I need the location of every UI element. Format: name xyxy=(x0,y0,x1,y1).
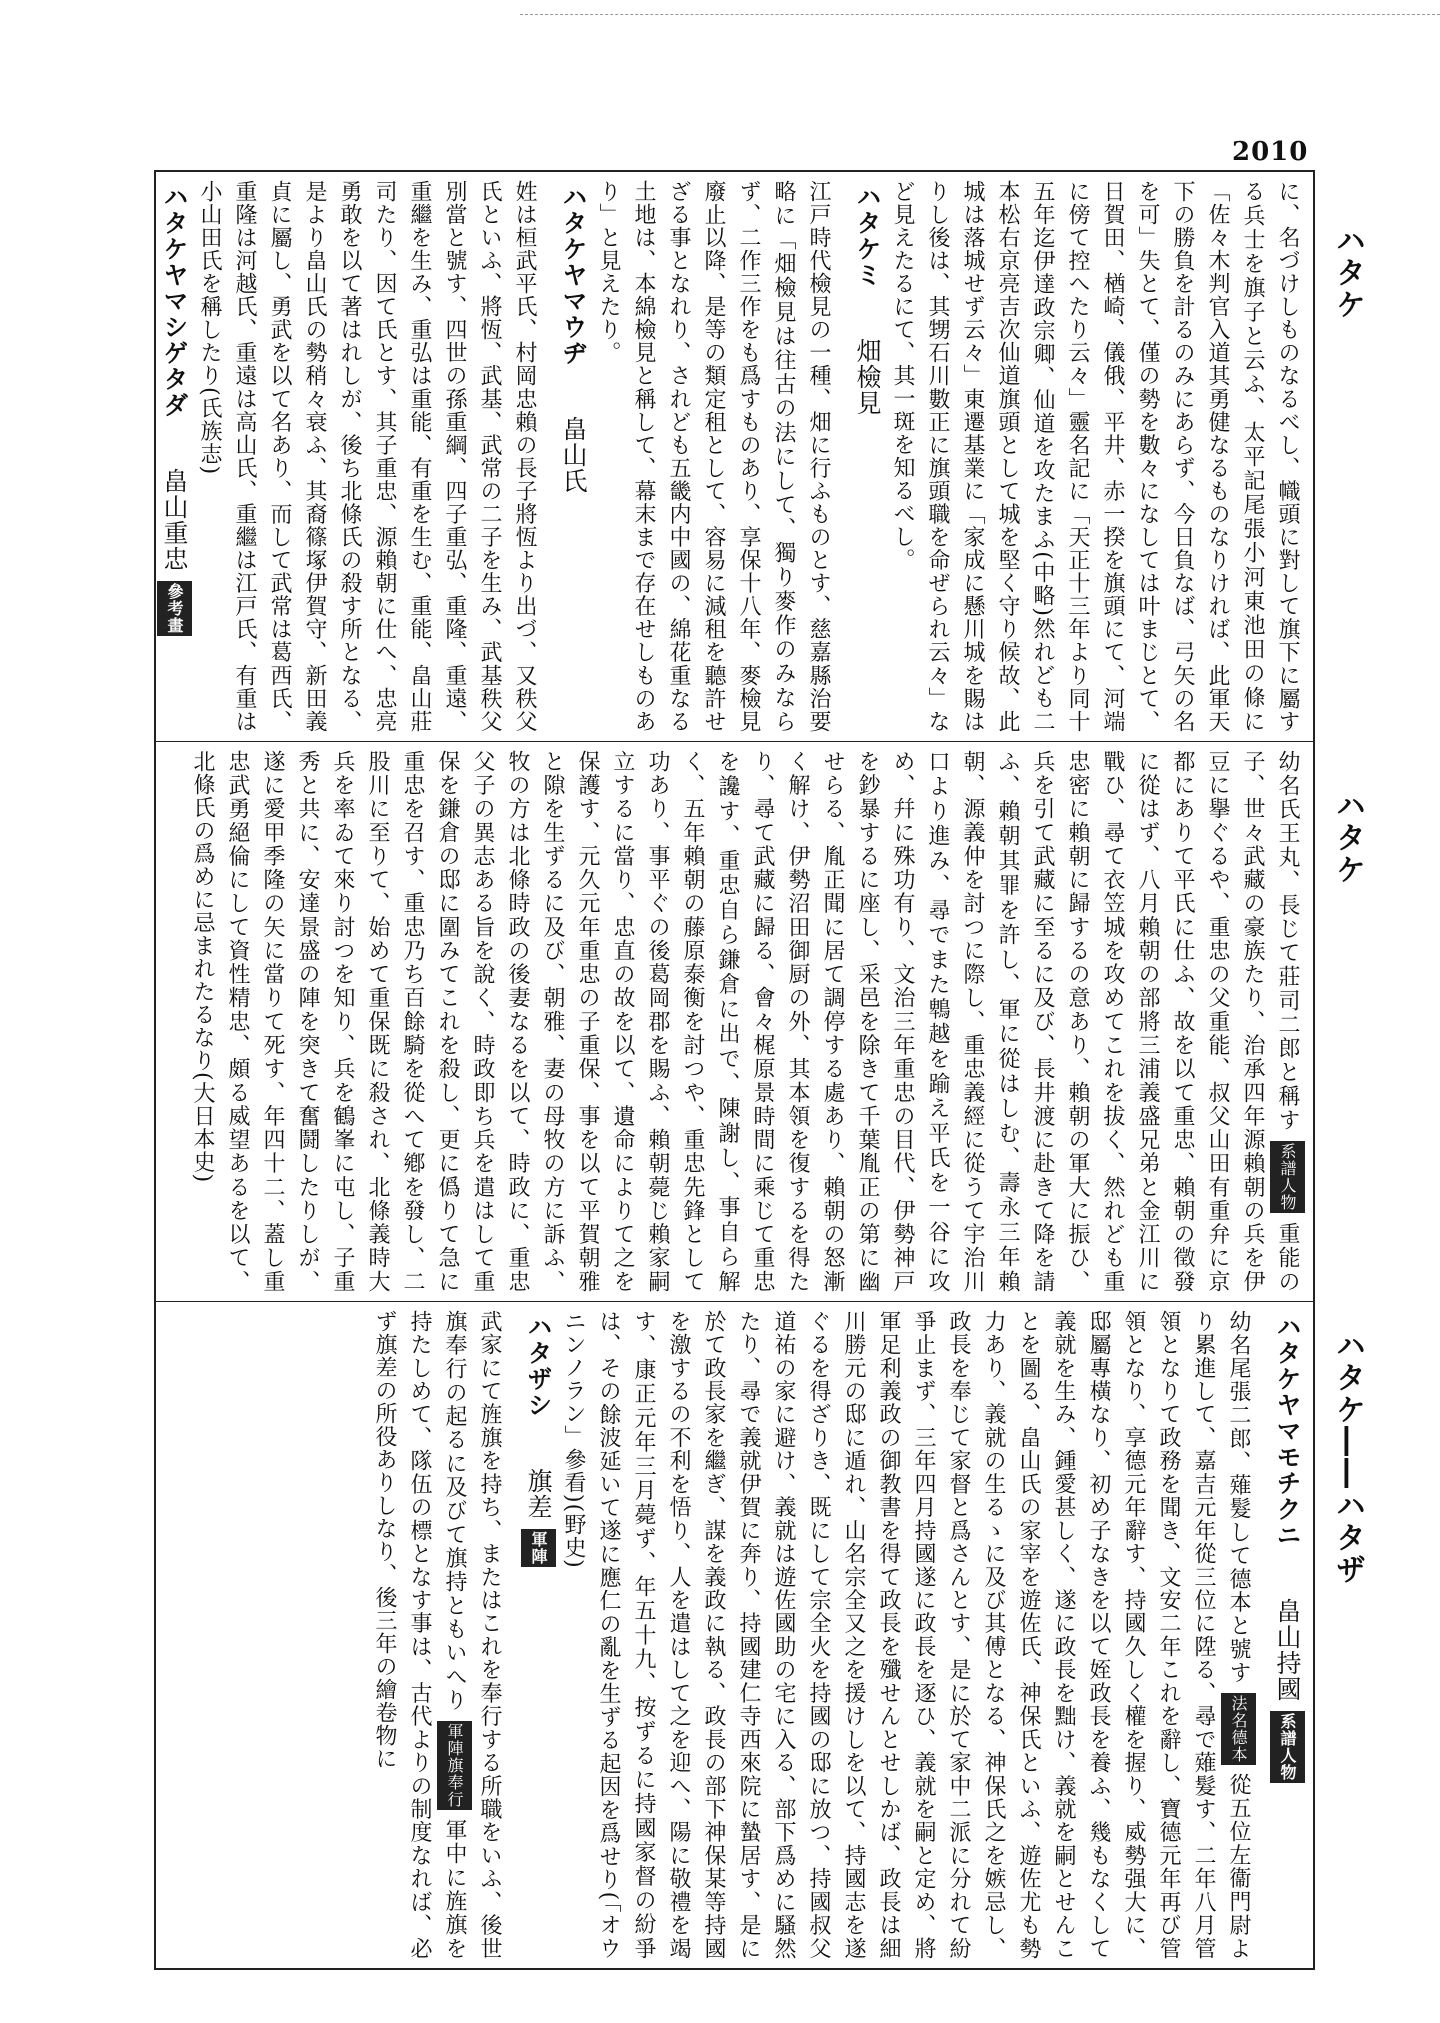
text-run: 幼名尾張二郎、薙髮して德本と號す xyxy=(1226,1310,1251,1685)
paragraph xyxy=(556,1310,1256,1960)
inline-tag: 法名德本 xyxy=(1221,1693,1256,1765)
tier-divider xyxy=(156,741,1313,742)
tier-upper xyxy=(160,180,1305,734)
paragraph: に、名づけしものなるべし、幟頭に對して旗下に屬する兵士を旗子と云ふ、太平記尾張小河東池田の條に「佐々木判官入道其勇健なるものなりければ、此軍天下の勝負を計るのみにあらず、今日負なば、弓矢の名を可」失とて、僅の勢を數々になしては叶まじとて、日賀田、楢崎、儀俄、平井、赤一揆を旗頭にて、河端に傍て控へたり云々」靈名記に「天正十三年より同十五年迄伊達政宗卿、仙道を攻たまふ(中略)然れども二本松右京亮吉次仙道旗頭として城を堅く守り候故、此城は落城せず云々」東遷基業に「家成に懸川城を賜はりし後は、其甥石川數正に旗頭職を命ぜられ云々」など見えたるにて、其一斑を知るべし。 xyxy=(890,180,1300,733)
entry-kana: ハタケヤマシゲタダ xyxy=(160,184,189,418)
entry-kanji: 畠山重忠 xyxy=(160,467,189,572)
entry-kanji: 畠山持國 xyxy=(1273,1597,1302,1702)
text-run: 重能の子、世々武藏の豪族たり、治承四年源賴朝の兵を伊豆に擧ぐるや、重忠の父重能、叔父山田有重弁に京都にありて平氏に仕ふ、故を以て重忠、賴朝の徵發に從はず、八月賴朝の部將三浦義盛兄弟と金江川に戰ひ、尋て衣笠城を攻めてこれを拔く、然れども重忠密に賴朝に歸するの意あり、賴朝の軍大に振ひ、兵を引て武藏に至るに及び、長井渡に赴きて降を請ふ、賴朝其罪を許し、軍に從はしむ、壽永三年賴朝、源義仲を討つに際し、重忠義經に從うて宇治川口より進み、尋でまた鵯越を踰え平氏を一谷に攻め、幷に殊功有り、文治三年重忠の目代、伊勢神戸を鈔暴するに座し、采邑を除きて千葉胤正の第に幽せらる、胤正聞に居て調停する處あり、賴朝の怒漸く解け、伊勢沼田御厨の外、其本領を復するを得たり、尋て武藏に歸る、會々梶原景時間に乘じて重忠を讒す、重忠自ら鎌倉に出で、陳謝し、事自ら解く、五年賴朝の藤原泰衡を討つや、重忠先鋒として功あり、事平ぐの後葛岡郡を賜ふ、賴朝薨じ賴家嗣立するに當り、忠直の故を以て、遺命によりて之を保護す、元久元年重忠の子重保、事を以て平賀朝雅と隙を生ずるに及び、朝雅、妻の母牧の方に訴ふ、牧の方は北條時政の後妻なるを以て、時政に、重忠父子の異志ある旨を說く、時政即ち兵を遣はして重保を鎌倉の邸に圍みてこれを殺し、更に僞りて急に重忠を召す、重忠乃ち百餘騎を從へて鄕を發し、二股川に至りて、始めて重保既に殺され、北條義時大兵を率ゐて來り討つを知り、兵を鶴峯に屯し、子重秀と共に、安達景盛の陣を突きて奮鬪したりしが、遂に愛甲季隆の矢に當りて死す、年四十二、蓋し重忠武勇絕倫にして資性精忠、頗る威望あるを以て、北條氏の爲めに忌まれたるなり(大日本史) xyxy=(190,750,1300,1294)
tier-lower xyxy=(166,1310,1305,1960)
tier-divider xyxy=(156,1301,1313,1302)
guide-word-top: ハタケ xyxy=(1330,225,1365,321)
entry-kanji: 畑檢見 xyxy=(853,337,882,416)
entry-kana: ハタケヤマウヂ xyxy=(559,184,588,366)
top-rule xyxy=(520,14,1440,15)
guide-word-bottom: ハタケ――ハタザ xyxy=(1330,1330,1365,1586)
entry-heading xyxy=(157,184,192,733)
paragraph: 姓は桓武平氏、村岡忠賴の長子將恆より出づ、又秩父氏といふ、將恆、武基、武常の二子を生み、武基秩父別當と號す、四世の孫重綱、四子重弘、重隆、重遠、重繼を生み、重弘は重能、有重を生む、重能、畠山莊司たり、因て氏とす、其子重忠、源賴朝に仕へ、忠亮勇敢を以て著はれしが、後ち北條氏の殺す所となる、是より畠山氏の勢稍々衰ふ、其裔篠塚伊賀守、新田義貞に屬し、勇武を以て名あり、而して武常は葛西氏、重隆は河越氏、重遠は高山氏、重繼は江戸氏、有重は小山田氏を稱したり(氏族志) xyxy=(197,180,537,733)
text-run: 從五位左衞門尉より累進して、嘉吉元年從三位に陞る、尋で薙髮す、二年八月管領となりて政務を聞き、文安二年これを辭し、寶德元年再び管領となり、享德元年辭す、持國久しく權を握り、威勢强大に、邸屬專橫なり、初め子なきを以て姪政長を養ふ、幾もなくして義就を生み、鍾愛甚しく、遂に政長を黜け、義就を嗣とせんことを圖る、畠山氏の家宰を遊佐氏、神保氏といふ、遊佐尤も勢力あり、義就の生るゝに及び其傅となる、神保氏之を嫉忌し、政長を奉じて家督と爲さんとす、是に於て家中二派に分れて紛爭止まず、三年四月持國遂に政長を逐ひ、義就を嗣と定め、將軍足利義政の御教書を得て政長を殲せんとせしかば、政長は細川勝元の邸に遁れ、山名宗全又之を援けしを以て、持國志を遂ぐるを得ざりき、既にして宗全火を持國の邸に放つ、持國叔父道祐の家に避け、義就は遊佐國助の宅に入る、部下爲めに騷然たり、尋で義就伊賀に奔り、持國建仁寺西來院に蟄居す、是に於て政長家を繼ぎ、謀を義政に執る、政長の部下神保某等持國を激するの不利を悟り、人を遣はして之を迎へ、陽に敬禮を竭す、康正元年三月薨ず、年五十九、按ずるに持國家督の紛爭は、その餘波延いて遂に應仁の亂を生ずる起因を爲せり(「オウニンノラン」參看)(野史) xyxy=(561,1310,1251,1961)
entry-kanji: 畠山氏 xyxy=(559,415,588,494)
paragraph: 江戸時代檢見の一種、畑に行ふものとす、慈嘉縣治要略に「畑檢見は往古の法にして、獨り麥作のみならず、二作三作をも爲すものあり、享保十八年、麥檢見廢止以降、是等の類定租として、容易に減租を聽許せざる事となれり、されども五畿内中國の、綿花重なる土地は、本綿檢見と稱して、幕末まで存在せしものあり」と見えたり。 xyxy=(596,180,831,734)
entry-kanji: 旗差 xyxy=(524,1467,553,1520)
text-run: 幼名氏王丸、長じて莊司二郎と稱す xyxy=(1275,750,1300,1133)
entry-kana: ハタザシ xyxy=(524,1314,553,1418)
text-run: 軍中に旌旗を持たしめて、隊伍の標となす事は、古代よりの制度なれば、必ず旗差の所役ありしなり、後三年の繪卷物に xyxy=(372,1310,467,1961)
entry-heading xyxy=(556,184,591,733)
text-run: 武家にて旌旗を持ち、またはこれを奉行する所職をいふ、後世旗奉行の起るに及びて旗持ともいへり xyxy=(442,1310,502,1960)
text-frame xyxy=(154,170,1315,1970)
entry-kana: ハタケミ xyxy=(853,184,882,288)
category-tag: 系譜人物 xyxy=(1270,1141,1305,1213)
entry-heading xyxy=(521,1314,556,1960)
entry-kana: ハタケヤマモチクニ xyxy=(1273,1314,1302,1548)
tier-middle xyxy=(166,750,1305,1293)
category-tag: 軍陣 xyxy=(521,1529,556,1567)
entry-heading xyxy=(1270,1314,1305,1960)
entry-heading xyxy=(850,184,885,733)
guide-word-middle: ハタケ xyxy=(1330,790,1365,886)
category-tag: 參考畫 xyxy=(157,581,192,636)
paragraph xyxy=(367,1310,507,1960)
page-number: 2010 xyxy=(1232,137,1309,167)
paragraph xyxy=(185,750,1305,1293)
category-tag: 系譜人物 xyxy=(1270,1711,1305,1783)
inline-tag: 軍陣旗奉行 xyxy=(437,1721,472,1810)
